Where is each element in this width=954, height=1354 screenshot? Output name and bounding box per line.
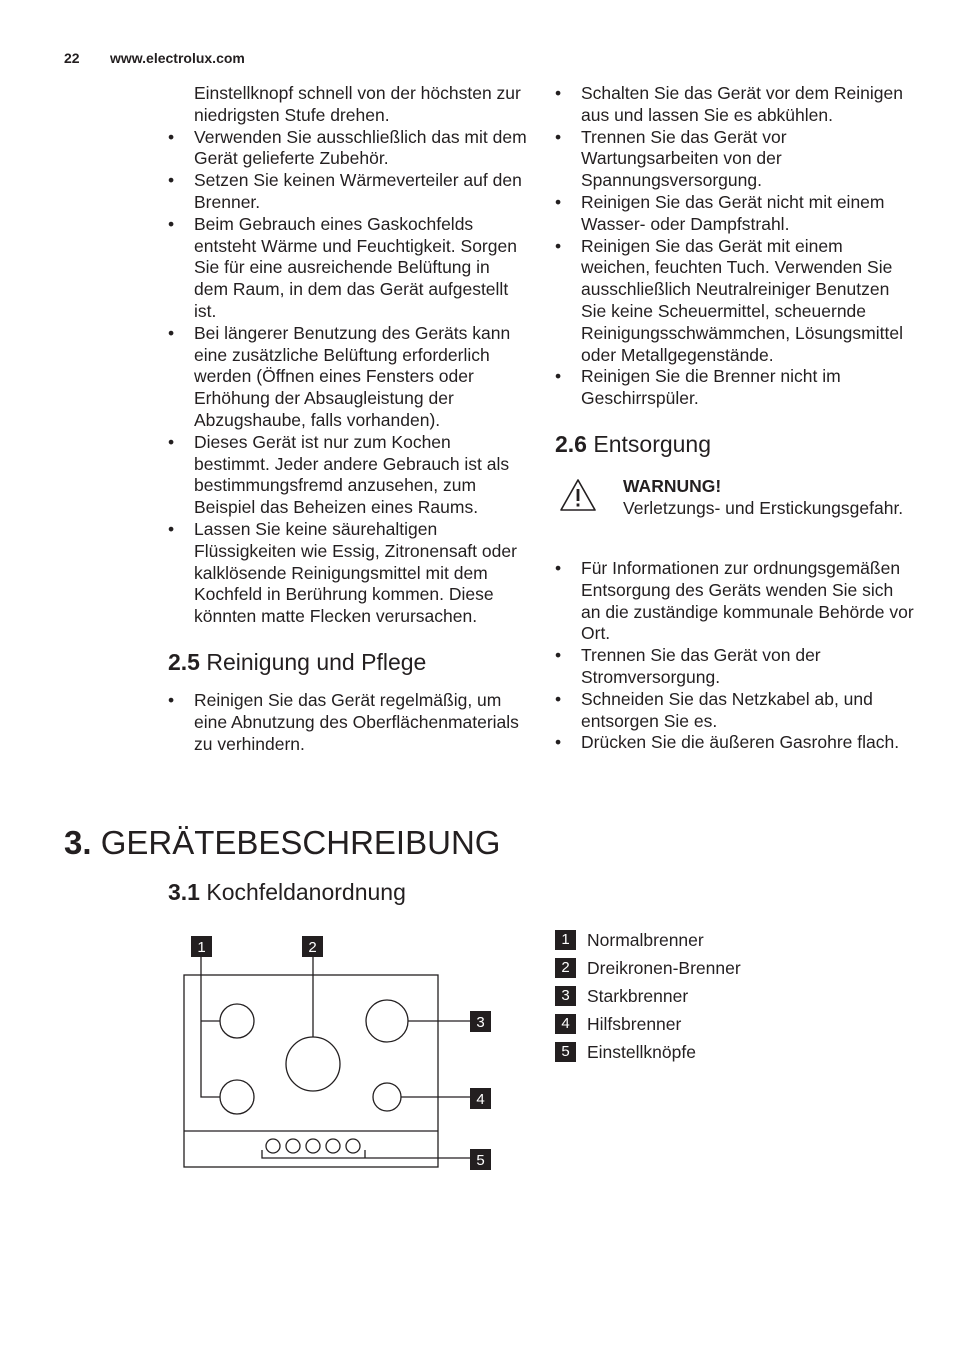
legend-number: 1 [555, 930, 576, 950]
control-knob [306, 1139, 320, 1153]
left-column [168, 83, 528, 755]
diagram-legend [555, 926, 741, 1066]
cleaning-list [168, 690, 528, 755]
callout-3: 3 [476, 1014, 485, 1031]
legend-label: Normalbrenner [587, 930, 704, 950]
callout-4: 4 [476, 1091, 485, 1108]
section-heading-2-6 [555, 430, 915, 458]
legend-label: Starkbrenner [587, 986, 689, 1006]
leader-line-5 [262, 1150, 470, 1158]
list-item: • Dieses Gerät ist nur zum Kochen bestimmt. Jeder andere Gebrauch ist als bestimmungsfremd anzusehen, zum Beispiel das Beheizen eines Raums. [168, 432, 528, 519]
list-item: • Reinigen Sie die Brenner nicht im Geschirrspüler. [555, 366, 915, 410]
warning-text: Verletzungs- und Erstickungsgefahr. [623, 497, 904, 518]
right-column [555, 83, 915, 754]
legend-label: Hilfsbrenner [587, 1014, 682, 1034]
warning-box [555, 476, 915, 542]
legend-label: Dreikronen-Brenner [587, 958, 741, 978]
list-item: • Lassen Sie keine säurehaltigen Flüssigkeiten wie Essig, Zitronensaft oder kalklösende Reinigungsmittel mit dem Kochfeld in Berührung kommen. Diese könnten matte Flecken verursachen. [168, 519, 528, 628]
burner-left-back [220, 1004, 254, 1038]
list-item: • Reinigen Sie das Gerät nicht mit einem Wasser- oder Dampfstrahl. [555, 192, 915, 236]
chapter-number: 3. [64, 824, 92, 861]
hob-layout-diagram [180, 930, 500, 1175]
legend-label: Einstellknöpfe [587, 1042, 696, 1062]
section-number: 2.6 [555, 430, 587, 457]
legend-item [555, 982, 741, 1010]
disposal-list [555, 558, 915, 754]
callout-5: 5 [476, 1152, 485, 1169]
list-item: • Beim Gebrauch eines Gaskochfelds entsteht Wärme und Feuchtigkeit. Sorgen Sie für eine ausreichende Belüftung in dem Raum, in dem das Gerät aufgestellt ist. [168, 214, 528, 323]
chapter-heading [64, 822, 500, 864]
list-item: • Setzen Sie keinen Wärmeverteiler auf den Brenner. [168, 170, 528, 214]
legend-item [555, 1010, 741, 1038]
section-heading-3-1 [168, 878, 406, 906]
legend-number: 5 [555, 1042, 576, 1062]
control-knob [286, 1139, 300, 1153]
page-header [64, 50, 245, 66]
list-item: • Reinigen Sie das Gerät regelmäßig, um eine Abnutzung des Oberflächenmaterials zu verhindern. [168, 690, 528, 755]
callout-1: 1 [197, 939, 206, 956]
warning-title: WARNUNG! [623, 475, 722, 496]
safety-list [168, 127, 528, 628]
control-knob [346, 1139, 360, 1153]
section-title: Kochfeldanordnung [206, 879, 406, 905]
list-item: • Schneiden Sie das Netzkabel ab, und entsorgen Sie es. [555, 689, 915, 733]
control-knob [326, 1139, 340, 1153]
legend-number: 2 [555, 958, 576, 978]
leader-line-1 [201, 956, 220, 1097]
burner-left-front [220, 1080, 254, 1114]
warning-triangle-icon [559, 478, 597, 512]
continued-text: Einstellknopf schnell von der höchsten zur niedrigsten Stufe drehen. [194, 83, 521, 125]
legend-item [555, 926, 741, 954]
legend-number: 3 [555, 986, 576, 1006]
section-number: 3.1 [168, 879, 200, 905]
cleaning-list-continued [555, 83, 915, 410]
legend-item [555, 954, 741, 982]
section-number: 2.5 [168, 648, 200, 675]
legend-number: 4 [555, 1014, 576, 1034]
chapter-title: GERÄTEBESCHREIBUNG [100, 824, 501, 861]
burner-right-back [366, 1000, 408, 1042]
warning-text-block [623, 476, 903, 520]
list-item: • Reinigen Sie das Gerät mit einem weichen, feuchten Tuch. Verwenden Sie ausschließlich Neutralreiniger Benutzen Sie keine Scheuermittel, scheuernde Reinigungsschwämmchen, Lösungsmittel oder Metallgegenstände. [555, 236, 915, 367]
list-item: • Verwenden Sie ausschließlich das mit dem Gerät gelieferte Zubehör. [168, 127, 528, 171]
legend-item [555, 1038, 741, 1066]
list-item: • Für Informationen zur ordnungsgemäßen Entsorgung des Geräts wenden Sie sich an die zuständige kommunale Behörde vor Ort. [555, 558, 915, 645]
list-item: • Trennen Sie das Gerät von der Stromversorgung. [555, 645, 915, 689]
section-title: Entsorgung [593, 430, 712, 457]
list-item: • Bei längerer Benutzung des Geräts kann eine zusätzliche Belüftung erforderlich werden (Öffnen eines Fensters oder Erhöhung der Absaugleistung der Abzugshaube, falls vorhanden). [168, 323, 528, 432]
callout-2: 2 [308, 939, 317, 956]
site-url[interactable]: www.electrolux.com [110, 50, 245, 66]
page-number: 22 [64, 50, 80, 66]
burner-center [286, 1037, 340, 1091]
section-heading-2-5 [168, 648, 528, 676]
list-item: • Schalten Sie das Gerät vor dem Reinigen aus und lassen Sie es abkühlen. [555, 83, 915, 127]
control-knob [266, 1139, 280, 1153]
burner-right-front [373, 1083, 401, 1111]
list-item: • Drücken Sie die äußeren Gasrohre flach. [555, 732, 915, 754]
section-title: Reinigung und Pflege [206, 648, 427, 675]
list-item: • Trennen Sie das Gerät vor Wartungsarbeiten von der Spannungsversorgung. [555, 127, 915, 192]
